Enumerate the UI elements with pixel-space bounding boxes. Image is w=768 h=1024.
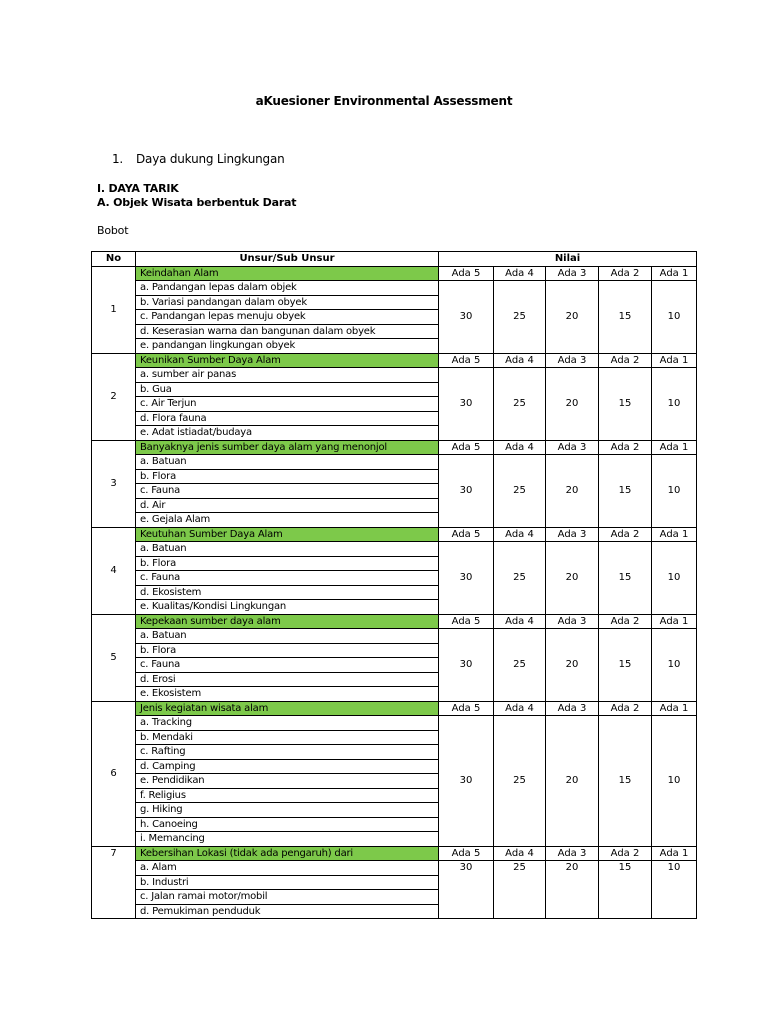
score-cell: 20 xyxy=(546,455,599,528)
row-number: 4 xyxy=(92,527,136,614)
ada-label: Ada 2 xyxy=(599,440,652,455)
sub-unsur-item: i. Memancing xyxy=(136,832,439,847)
score-cell: 25 xyxy=(494,281,546,354)
score-cell: 20 xyxy=(546,368,599,441)
sub-unsur-item: b. Gua xyxy=(136,382,439,397)
score-cell: 15 xyxy=(599,281,652,354)
ada-label: Ada 2 xyxy=(599,353,652,368)
sub-unsur-item: a. sumber air panas xyxy=(136,368,439,383)
score-cell: 15 xyxy=(599,455,652,528)
sub-unsur-item: f. Religius xyxy=(136,788,439,803)
list-heading xyxy=(112,152,285,166)
score-cell: 30 xyxy=(439,455,494,528)
table-row xyxy=(92,629,697,644)
score-cell: 10 xyxy=(652,716,697,847)
category-cell: Keutuhan Sumber Daya Alam xyxy=(136,527,439,542)
ada-label: Ada 3 xyxy=(546,266,599,281)
ada-label: Ada 4 xyxy=(494,614,546,629)
sub-unsur-item: d. Air xyxy=(136,498,439,513)
score-cell: 20 xyxy=(546,629,599,702)
ada-label: Ada 4 xyxy=(494,701,546,716)
ada-label: Ada 2 xyxy=(599,846,652,861)
list-heading-number: 1. xyxy=(112,152,124,166)
sub-unsur-item: c. Fauna xyxy=(136,484,439,499)
subsection-heading: A. Objek Wisata berbentuk Darat xyxy=(97,196,297,209)
sub-unsur-item: b. Variasi pandangan dalam obyek xyxy=(136,295,439,310)
row-number: 7 xyxy=(92,846,136,919)
score-cell: 10 xyxy=(652,455,697,528)
ada-label: Ada 5 xyxy=(439,266,494,281)
sub-unsur-item: d. Camping xyxy=(136,759,439,774)
ada-label: Ada 4 xyxy=(494,527,546,542)
ada-label: Ada 5 xyxy=(439,353,494,368)
ada-label: Ada 5 xyxy=(439,701,494,716)
sub-unsur-item: c. Rafting xyxy=(136,745,439,760)
sub-unsur-item: e. Ekosistem xyxy=(136,687,439,702)
header-unsur: Unsur/Sub Unsur xyxy=(136,252,439,267)
score-cell: 10 xyxy=(652,368,697,441)
header-no: No xyxy=(92,252,136,267)
ada-label: Ada 4 xyxy=(494,846,546,861)
ada-label: Ada 5 xyxy=(439,440,494,455)
table-row xyxy=(92,440,697,455)
score-cell: 15 xyxy=(599,542,652,615)
sub-unsur-item: d. Pemukiman penduduk xyxy=(136,904,439,919)
score-cell: 10 xyxy=(652,861,697,919)
category-cell: Jenis kegiatan wisata alam xyxy=(136,701,439,716)
row-number: 3 xyxy=(92,440,136,527)
table-row xyxy=(92,281,697,296)
sub-unsur-item: b. Flora xyxy=(136,556,439,571)
table-body xyxy=(92,266,697,919)
ada-label: Ada 1 xyxy=(652,614,697,629)
sub-unsur-item: g. Hiking xyxy=(136,803,439,818)
score-cell: 10 xyxy=(652,629,697,702)
score-cell: 30 xyxy=(439,542,494,615)
table-header-row xyxy=(92,252,697,267)
sub-unsur-item: d. Ekosistem xyxy=(136,585,439,600)
ada-label: Ada 3 xyxy=(546,846,599,861)
sub-unsur-item: c. Fauna xyxy=(136,658,439,673)
score-cell: 30 xyxy=(439,629,494,702)
row-number: 5 xyxy=(92,614,136,701)
sub-unsur-item: e. Pendidikan xyxy=(136,774,439,789)
score-cell: 15 xyxy=(599,368,652,441)
sub-unsur-item: b. Flora xyxy=(136,643,439,658)
score-cell: 15 xyxy=(599,861,652,919)
score-cell: 25 xyxy=(494,542,546,615)
score-cell: 15 xyxy=(599,629,652,702)
row-number: 1 xyxy=(92,266,136,353)
sub-unsur-item: c. Jalan ramai motor/mobil xyxy=(136,890,439,905)
ada-label: Ada 3 xyxy=(546,353,599,368)
category-cell: Banyaknya jenis sumber daya alam yang menonjol xyxy=(136,440,439,455)
table-row xyxy=(92,846,697,861)
sub-unsur-item: a. Batuan xyxy=(136,542,439,557)
ada-label: Ada 3 xyxy=(546,440,599,455)
sub-unsur-item: h. Canoeing xyxy=(136,817,439,832)
ada-label: Ada 1 xyxy=(652,440,697,455)
ada-label: Ada 4 xyxy=(494,353,546,368)
ada-label: Ada 2 xyxy=(599,614,652,629)
score-cell: 20 xyxy=(546,861,599,919)
score-cell: 20 xyxy=(546,281,599,354)
category-cell: Kebersihan Lokasi (tidak ada pengaruh) dari xyxy=(136,846,439,861)
sub-unsur-item: d. Erosi xyxy=(136,672,439,687)
score-cell: 30 xyxy=(439,368,494,441)
score-cell: 25 xyxy=(494,455,546,528)
sub-unsur-item: b. Industri xyxy=(136,875,439,890)
sub-unsur-item: e. pandangan lingkungan obyek xyxy=(136,339,439,354)
ada-label: Ada 1 xyxy=(652,846,697,861)
questionnaire-table xyxy=(91,251,697,919)
sub-unsur-item: b. Flora xyxy=(136,469,439,484)
score-cell: 20 xyxy=(546,542,599,615)
list-heading-text: Daya dukung Lingkungan xyxy=(136,152,285,166)
score-cell: 15 xyxy=(599,716,652,847)
table-row xyxy=(92,527,697,542)
section-heading: I. DAYA TARIK xyxy=(97,182,179,195)
sub-unsur-item: a. Batuan xyxy=(136,629,439,644)
sub-unsur-item: a. Pandangan lepas dalam objek xyxy=(136,281,439,296)
score-cell: 30 xyxy=(439,281,494,354)
category-cell: Keindahan Alam xyxy=(136,266,439,281)
table-row xyxy=(92,542,697,557)
table-row xyxy=(92,701,697,716)
ada-label: Ada 2 xyxy=(599,527,652,542)
ada-label: Ada 2 xyxy=(599,701,652,716)
score-cell: 30 xyxy=(439,861,494,919)
ada-label: Ada 1 xyxy=(652,527,697,542)
sub-unsur-item: e. Gejala Alam xyxy=(136,513,439,528)
score-cell: 25 xyxy=(494,629,546,702)
ada-label: Ada 4 xyxy=(494,266,546,281)
table-row xyxy=(92,861,697,876)
score-cell: 25 xyxy=(494,716,546,847)
table-row xyxy=(92,455,697,470)
table-row xyxy=(92,266,697,281)
sub-unsur-item: c. Air Terjun xyxy=(136,397,439,412)
ada-label: Ada 1 xyxy=(652,266,697,281)
ada-label: Ada 5 xyxy=(439,614,494,629)
sub-unsur-item: e. Adat istiadat/budaya xyxy=(136,426,439,441)
header-nilai: Nilai xyxy=(439,252,697,267)
sub-unsur-item: a. Batuan xyxy=(136,455,439,470)
sub-unsur-item: a. Alam xyxy=(136,861,439,876)
sub-unsur-item: d. Keserasian warna dan bangunan dalam obyek xyxy=(136,324,439,339)
sub-unsur-item: c. Fauna xyxy=(136,571,439,586)
category-cell: Keunikan Sumber Daya Alam xyxy=(136,353,439,368)
ada-label: Ada 5 xyxy=(439,846,494,861)
score-cell: 25 xyxy=(494,861,546,919)
row-number: 2 xyxy=(92,353,136,440)
ada-label: Ada 1 xyxy=(652,353,697,368)
sub-unsur-item: c. Pandangan lepas menuju obyek xyxy=(136,310,439,325)
ada-label: Ada 4 xyxy=(494,440,546,455)
table-row xyxy=(92,614,697,629)
score-cell: 20 xyxy=(546,716,599,847)
table-row xyxy=(92,368,697,383)
score-cell: 30 xyxy=(439,716,494,847)
ada-label: Ada 2 xyxy=(599,266,652,281)
ada-label: Ada 5 xyxy=(439,527,494,542)
sub-unsur-item: a. Tracking xyxy=(136,716,439,731)
sub-unsur-item: e. Kualitas/Kondisi Lingkungan xyxy=(136,600,439,615)
table-row xyxy=(92,353,697,368)
bobot-label: Bobot xyxy=(97,224,129,237)
ada-label: Ada 1 xyxy=(652,701,697,716)
sub-unsur-item: b. Mendaki xyxy=(136,730,439,745)
category-cell: Kepekaan sumber daya alam xyxy=(136,614,439,629)
document-title: aKuesioner Environmental Assessment xyxy=(255,94,513,108)
ada-label: Ada 3 xyxy=(546,614,599,629)
score-cell: 10 xyxy=(652,281,697,354)
row-number: 6 xyxy=(92,701,136,846)
ada-label: Ada 3 xyxy=(546,701,599,716)
table-row xyxy=(92,716,697,731)
score-cell: 25 xyxy=(494,368,546,441)
ada-label: Ada 3 xyxy=(546,527,599,542)
sub-unsur-item: d. Flora fauna xyxy=(136,411,439,426)
score-cell: 10 xyxy=(652,542,697,615)
